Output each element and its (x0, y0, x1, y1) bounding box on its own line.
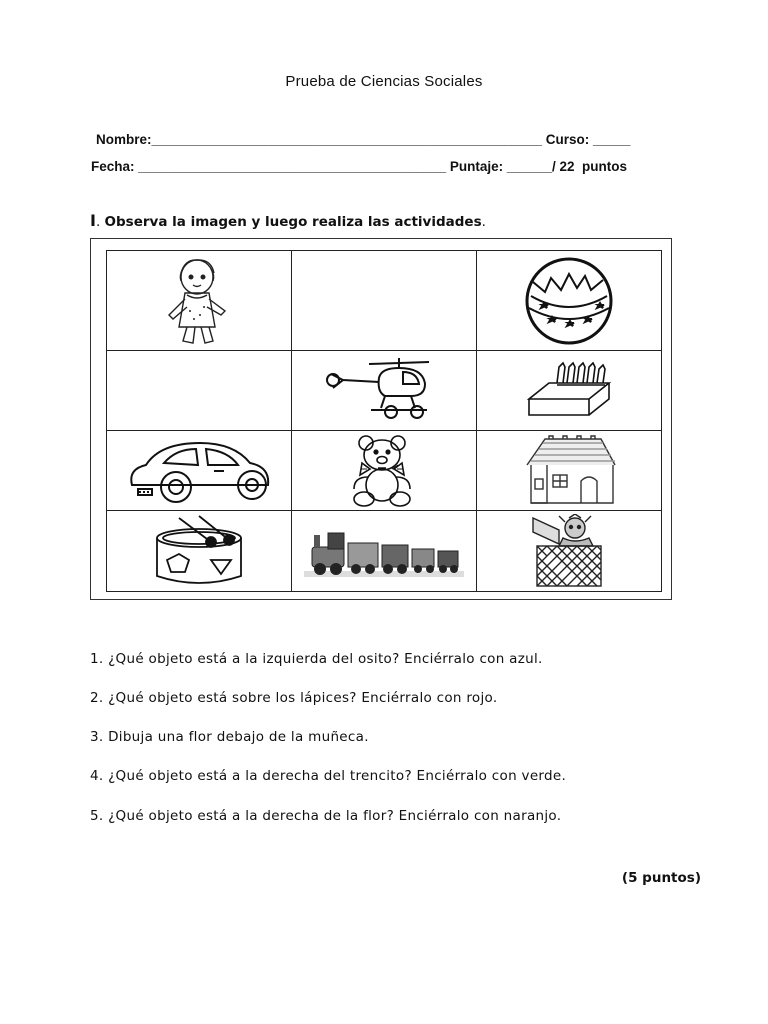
puntaje-total: / 22 puntos (551, 159, 627, 174)
crayons-icon (519, 359, 619, 423)
nombre-blank: ____________________________________________________ (151, 132, 542, 147)
fecha-label: Fecha: (91, 159, 135, 174)
grid-cell-helicopter[interactable] (292, 351, 477, 431)
date-line (91, 159, 627, 174)
grid-cell-doll[interactable] (107, 251, 292, 351)
jack-in-the-box-icon (529, 514, 609, 588)
toy-train-icon (302, 521, 467, 581)
curso-label: Curso: (545, 132, 590, 147)
grid-cell-toy-train[interactable] (292, 511, 477, 592)
curso-blank: _____ (592, 132, 631, 147)
section-number: I (90, 211, 96, 230)
question-5: 5. ¿Qué objeto está a la derecha de la flor? Enciérralo con naranjo. (90, 808, 562, 824)
page-title: Prueba de Ciencias Sociales (285, 73, 483, 90)
car-icon (124, 435, 274, 507)
picture-grid (106, 250, 662, 592)
grid-cell-car[interactable] (107, 431, 292, 511)
section-instruction: Observa la imagen y luego realiza las actividades (104, 214, 482, 230)
question-1: 1. ¿Qué objeto está a la izquierda del osito? Enciérralo con azul. (90, 651, 543, 667)
points-note: (5 puntos) (621, 870, 701, 886)
helicopter-icon (319, 356, 449, 426)
grid-cell-teddy-bear[interactable] (292, 431, 477, 511)
question-3: 3. Dibuja una flor debajo de la muñeca. (90, 729, 369, 745)
name-line (96, 132, 631, 147)
grid-cell-toy-house[interactable] (477, 431, 662, 511)
question-4: 4. ¿Qué objeto está a la derecha del trencito? Enciérralo con verde. (90, 768, 567, 784)
toy-house-icon (519, 435, 619, 507)
question-2: 2. ¿Qué objeto está sobre los lápices? Enciérralo con rojo. (90, 690, 498, 706)
grid-cell-jack-in-the-box[interactable] (477, 511, 662, 592)
fecha-blank: _________________________________________ (138, 159, 447, 174)
nombre-label: Nombre: (96, 132, 152, 147)
puntaje-label: Puntaje: (449, 159, 504, 174)
puntaje-blank: ______ (506, 159, 552, 174)
section-heading: I. Observa la imagen y luego realiza las actividades. (90, 211, 486, 230)
grid-cell-empty-left[interactable] (107, 351, 292, 431)
grid-cell-ball[interactable] (477, 251, 662, 351)
grid-cell-crayons[interactable] (477, 351, 662, 431)
teddy-bear-icon (344, 435, 424, 507)
drum-icon (149, 514, 249, 588)
grid-cell-empty-top[interactable] (292, 251, 477, 351)
grid-cell-drum[interactable] (107, 511, 292, 592)
ball-icon (519, 256, 619, 346)
doll-icon (149, 255, 249, 347)
